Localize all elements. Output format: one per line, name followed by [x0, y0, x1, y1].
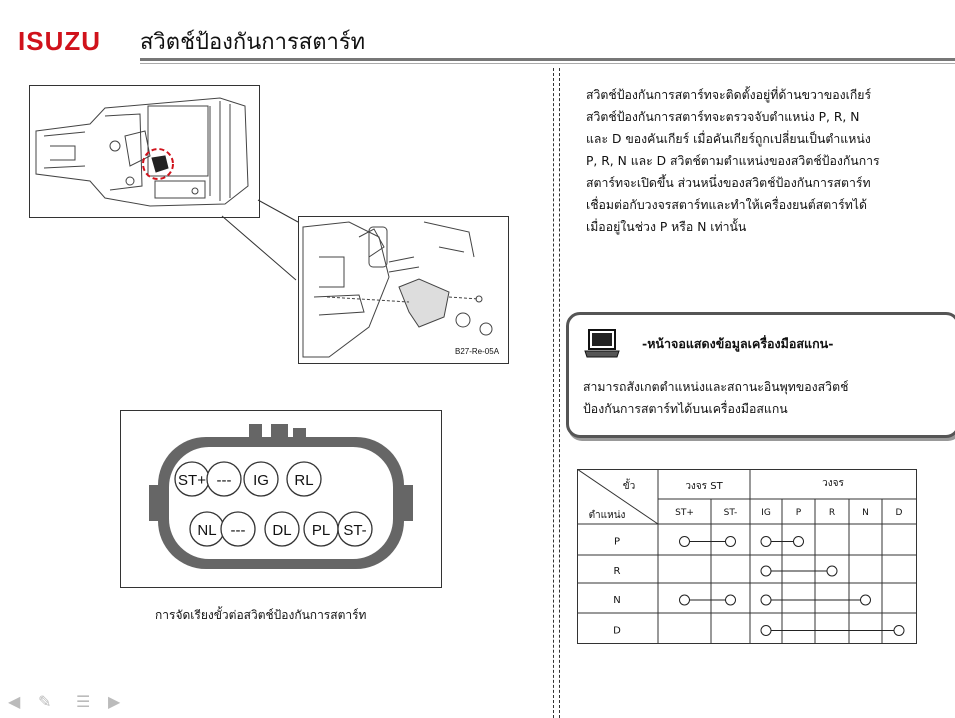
- svg-text:---: ---: [216, 472, 232, 489]
- pin-dl: [265, 512, 299, 546]
- header-circuit: วงจร: [822, 478, 844, 489]
- pen-icon[interactable]: ✎: [38, 692, 52, 711]
- corner-header-terminal: ขั้ว: [622, 481, 636, 492]
- page-title: สวิตช์ป้องกันการสตาร์ท: [140, 30, 366, 55]
- terminal-dot: [761, 595, 771, 605]
- description-line: เมื่ออยู่ในช่วง P หรือ N เท่านั้น: [586, 220, 747, 234]
- column-header-p: P: [795, 508, 802, 518]
- svg-text:IG: IG: [253, 472, 269, 489]
- pin-ig: [244, 462, 278, 496]
- back-icon[interactable]: ◀: [8, 692, 21, 711]
- pinout-caption: การจัดเรียงขั้วต่อสวิตช์ป้องกันการสตาร์ท: [155, 608, 367, 622]
- laptop-icon: [584, 326, 620, 366]
- svg-text:---: ---: [230, 522, 246, 539]
- pin-empty: [221, 512, 255, 546]
- pin-nl: [190, 512, 224, 546]
- terminal-dot: [726, 595, 736, 605]
- figure-code: B27-Re-05A: [455, 347, 500, 356]
- terminal-dot: [761, 537, 771, 547]
- scanner-text-line: สามารถสังเกตตำแหน่งและสถานะอินพุทของสวิตช์: [583, 380, 849, 394]
- menu-icon[interactable]: ☰: [76, 692, 91, 711]
- scanner-title: -หน้าจอแสดงข้อมูลเครื่องมือสแกน-: [642, 336, 834, 351]
- pin-circles: [120, 410, 440, 586]
- column-header-d: D: [895, 508, 903, 518]
- svg-text:ST+: ST+: [178, 472, 206, 489]
- svg-text:DL: DL: [272, 522, 292, 539]
- terminal-dot: [794, 537, 804, 547]
- column-header-n: N: [862, 508, 869, 518]
- continuity-table: [577, 469, 917, 644]
- row-label-d: D: [613, 625, 621, 637]
- svg-text:PL: PL: [311, 522, 331, 539]
- corner-header-position: ตำแหน่ง: [588, 510, 626, 521]
- pin-st+: [175, 462, 209, 496]
- header-st-circuit: วงจร ST: [685, 481, 723, 492]
- description-line: และ D ของคันเกียร์ เมื่อคันเกียร์ถูกเปลี่ยนเป็นตำแหน่ง: [586, 132, 871, 146]
- column-header-st+: ST+: [675, 508, 694, 518]
- svg-text:ST-: ST-: [343, 522, 367, 539]
- terminal-dot: [827, 566, 837, 576]
- forward-icon[interactable]: ▶: [108, 692, 121, 711]
- description-line: สวิตช์ป้องกันการสตาร์ทจะติดตั้งอยู่ที่ด้านขวาของเกียร์: [586, 88, 872, 102]
- svg-text:NL: NL: [197, 522, 217, 539]
- pin-empty: [207, 462, 241, 496]
- row-label-r: R: [613, 566, 621, 577]
- scanner-text: [583, 376, 848, 420]
- terminal-dot: [680, 595, 690, 605]
- terminal-dot: [761, 566, 771, 576]
- column-header-st-: ST-: [723, 508, 738, 518]
- pin-rl: [287, 462, 321, 496]
- isuzu-logo: ISUZU: [18, 26, 101, 56]
- scanner-text-line: ป้องกันการสตาร์ทได้บนเครื่องมือสแกน: [583, 402, 788, 416]
- terminal-dot: [861, 595, 871, 605]
- svg-text:RL: RL: [294, 472, 314, 489]
- pin-st-: [338, 512, 372, 546]
- description-line: สวิตช์ป้องกันการสตาร์ทจะตรวจจับตำแหน่ง P, R, N: [586, 110, 860, 124]
- description-line: P, R, N และ D สวิตช์ตามตำแหน่งของสวิตช์ป้องกันการ: [586, 154, 880, 168]
- terminal-dot: [726, 537, 736, 547]
- description-text: [586, 84, 946, 238]
- description-line: สตาร์ทจะเปิดขึ้น ส่วนหนึ่งของสวิตช์ป้องกันการสตาร์ท: [586, 176, 871, 190]
- switch-detail-image: [298, 216, 509, 364]
- pin-pl: [304, 512, 338, 546]
- terminal-dot: [680, 537, 690, 547]
- column-header-r: R: [828, 508, 836, 518]
- row-label-p: P: [613, 536, 621, 548]
- terminal-dot: [761, 626, 771, 636]
- row-label-n: N: [613, 595, 621, 606]
- description-line: เชื่อมต่อกับวงจรสตาร์ทและทำให้เครื่องยนต์สตาร์ทได้: [586, 198, 867, 212]
- column-header-ig: IG: [761, 508, 771, 518]
- terminal-dot: [894, 626, 904, 636]
